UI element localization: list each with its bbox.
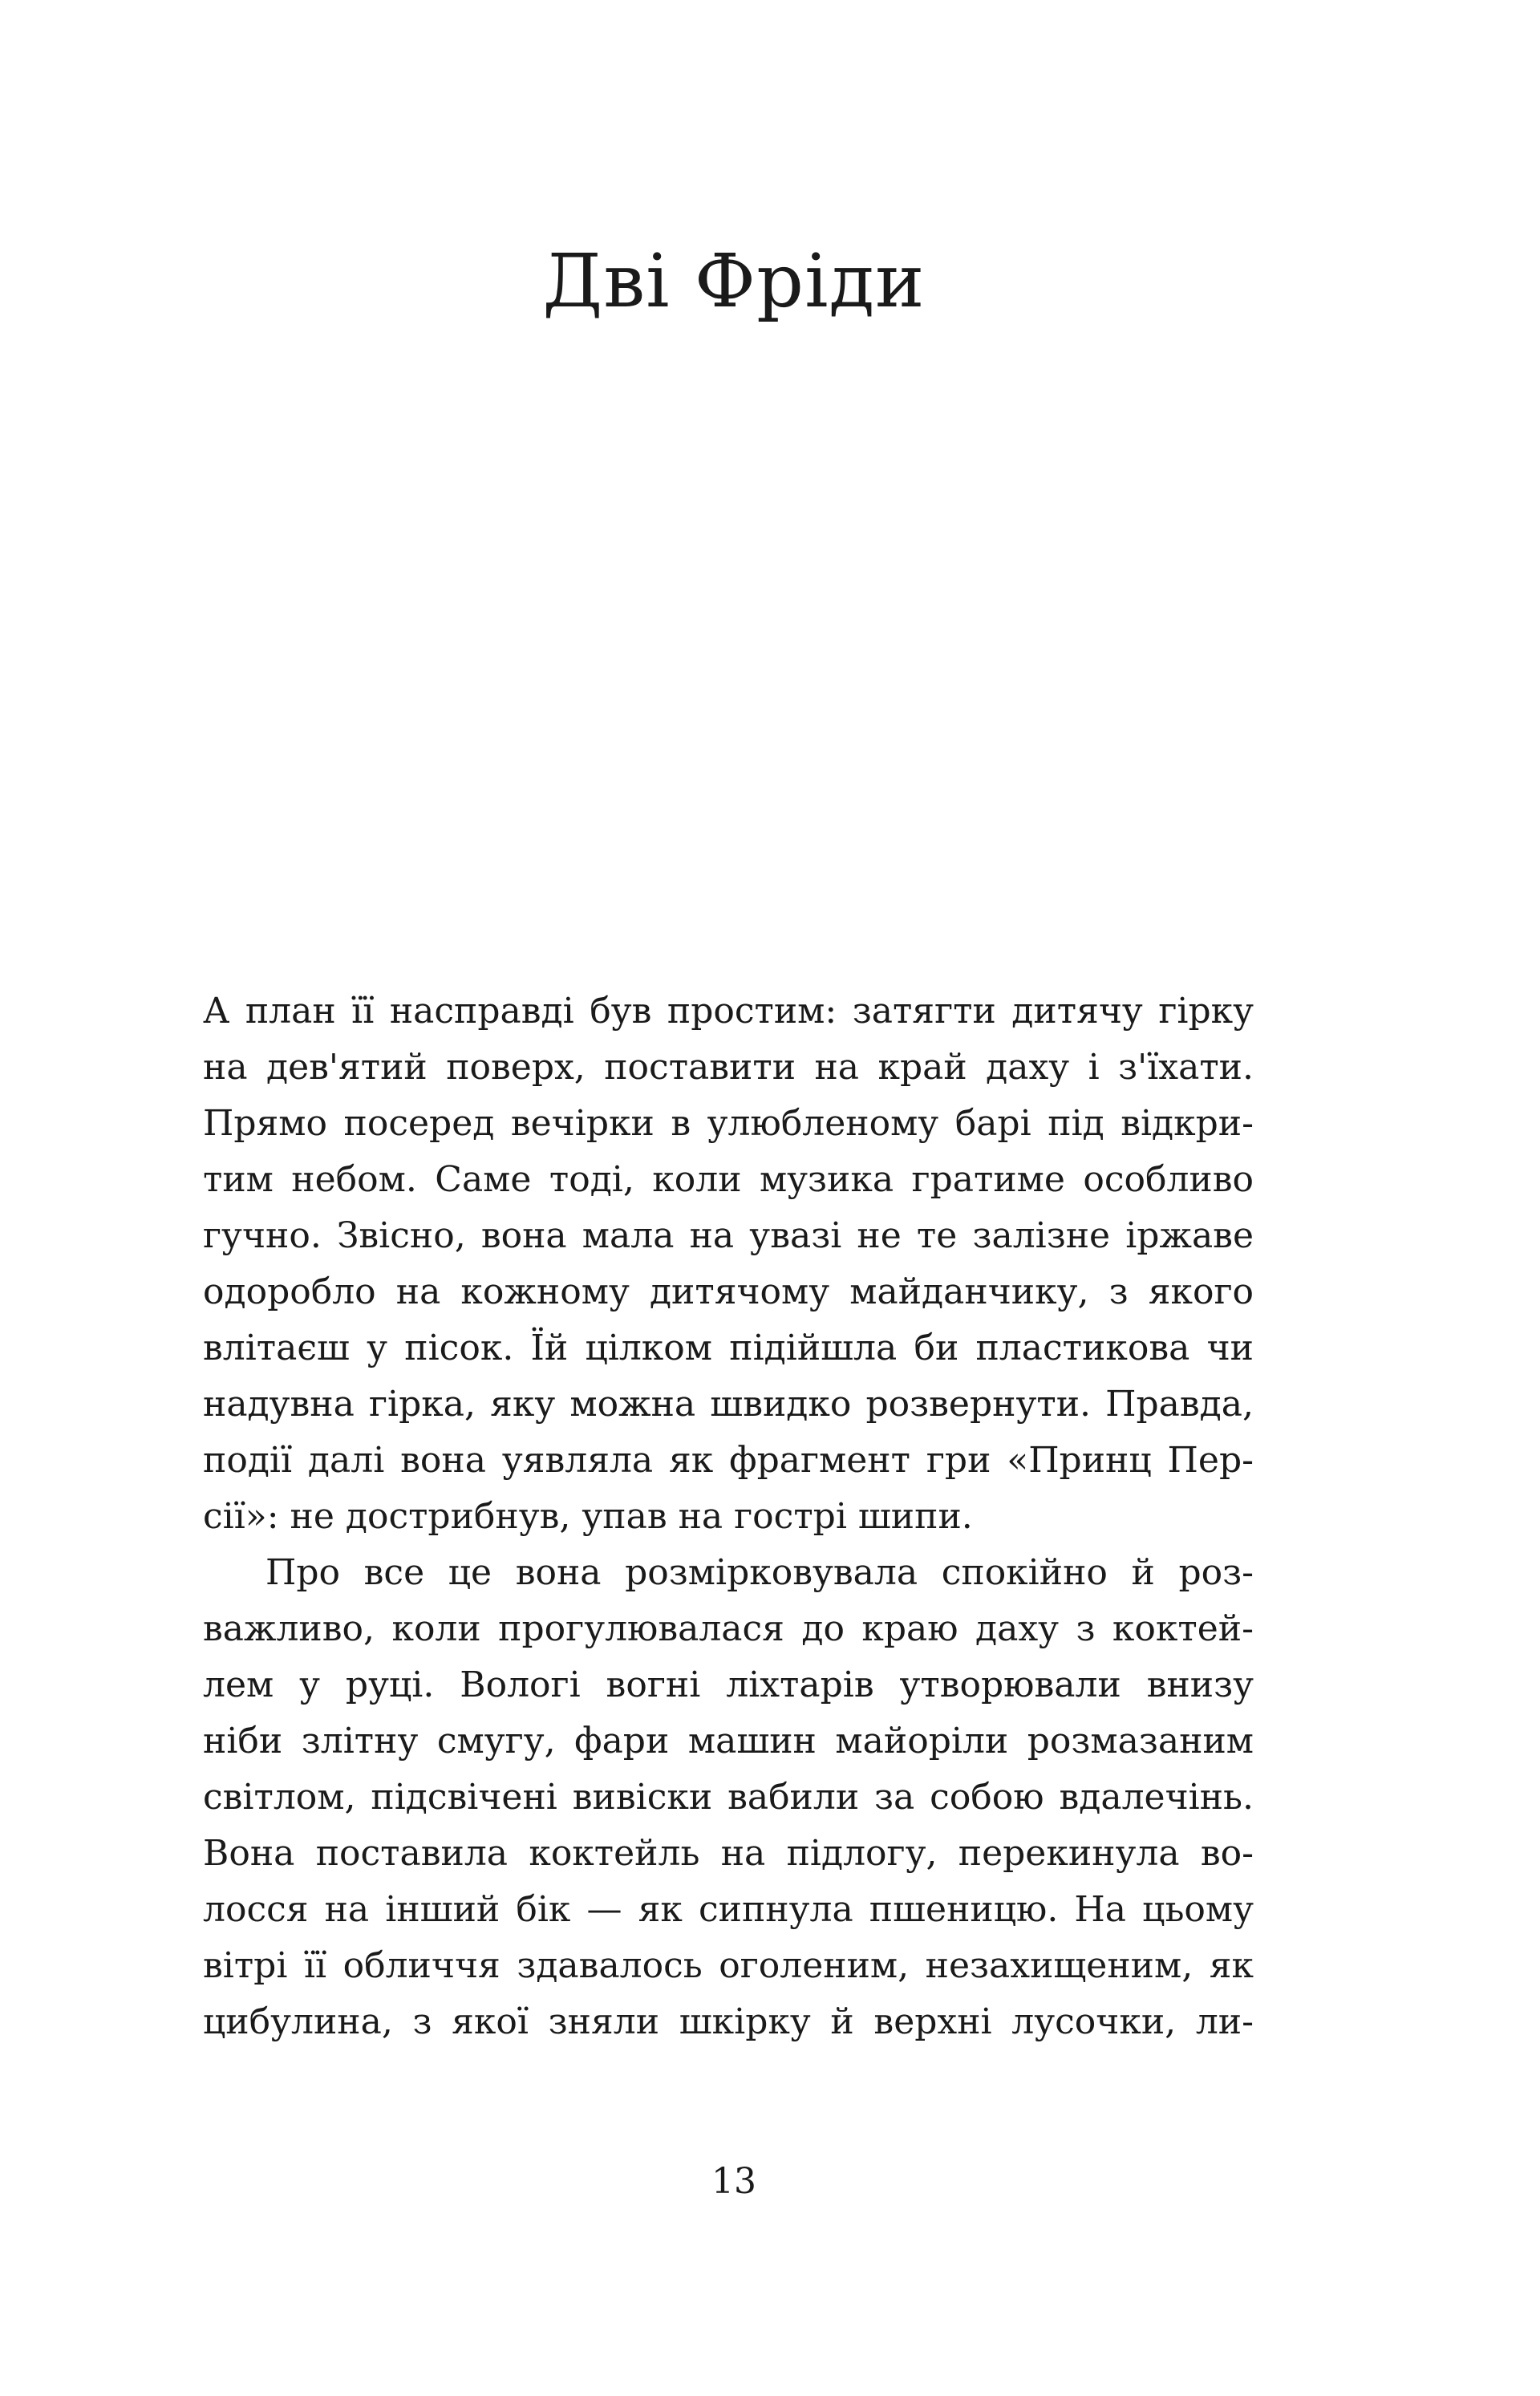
text-line: важливо, коли прогулювалася до краю даху з коктей- xyxy=(203,1608,1254,1649)
text-line: одоробло на кожному дитячому майданчику, з якого xyxy=(203,1271,1254,1312)
text-line: влітаєш у пісок. Їй цілком підійшла би пластикова чи xyxy=(203,1328,1254,1368)
text-line: Про все це вона розмірковувала спокійно й роз- xyxy=(265,1552,1254,1593)
text-line: світлом, підсвічені вивіски вабили за собою вдалечінь. xyxy=(203,1777,1254,1818)
text-line: А план її насправді був простим: затягти дитячу гірку xyxy=(203,991,1254,1032)
text-line: надувна гірка, яку можна швидко розвернути. Правда, xyxy=(203,1384,1254,1425)
text-line: події далі вона уявляла як фрагмент гри «Принц Пер- xyxy=(203,1440,1254,1481)
text-line: ніби злітну смугу, фари машин майоріли розмазаним xyxy=(203,1721,1254,1762)
text-line: гучно. Звісно, вона мала на увазі не те залізне іржаве xyxy=(203,1215,1254,1256)
text-line: цибулина, з якої зняли шкірку й верхні лусочки, ли- xyxy=(203,2001,1254,2042)
text-line: на дев'ятий поверх, поставити на край даху і з'їхати. xyxy=(203,1047,1254,1088)
text-line: вітрі її обличчя здавалось оголеним, незахищеним, як xyxy=(203,1945,1254,1986)
text-line: сії»: не дострибнув, упав на гострі шипи. xyxy=(203,1496,973,1537)
body-text xyxy=(203,983,1254,2050)
text-line: тим небом. Саме тоді, коли музика гратиме особливо xyxy=(203,1159,1254,1200)
text-line: лосся на інший бік — як сипнула пшеницю. На цьому xyxy=(203,1889,1254,1930)
text-line: Вона поставила коктейль на підлогу, перекинула во- xyxy=(203,1833,1254,1874)
text-line: лем у руці. Вологі вогні ліхтарів утворювали внизу xyxy=(203,1664,1254,1705)
text-line: Прямо посеред вечірки в улюбленому барі під відкри- xyxy=(203,1103,1254,1144)
page-number: 13 xyxy=(711,2161,756,2202)
chapter-title: Дві Фріди xyxy=(542,238,926,324)
